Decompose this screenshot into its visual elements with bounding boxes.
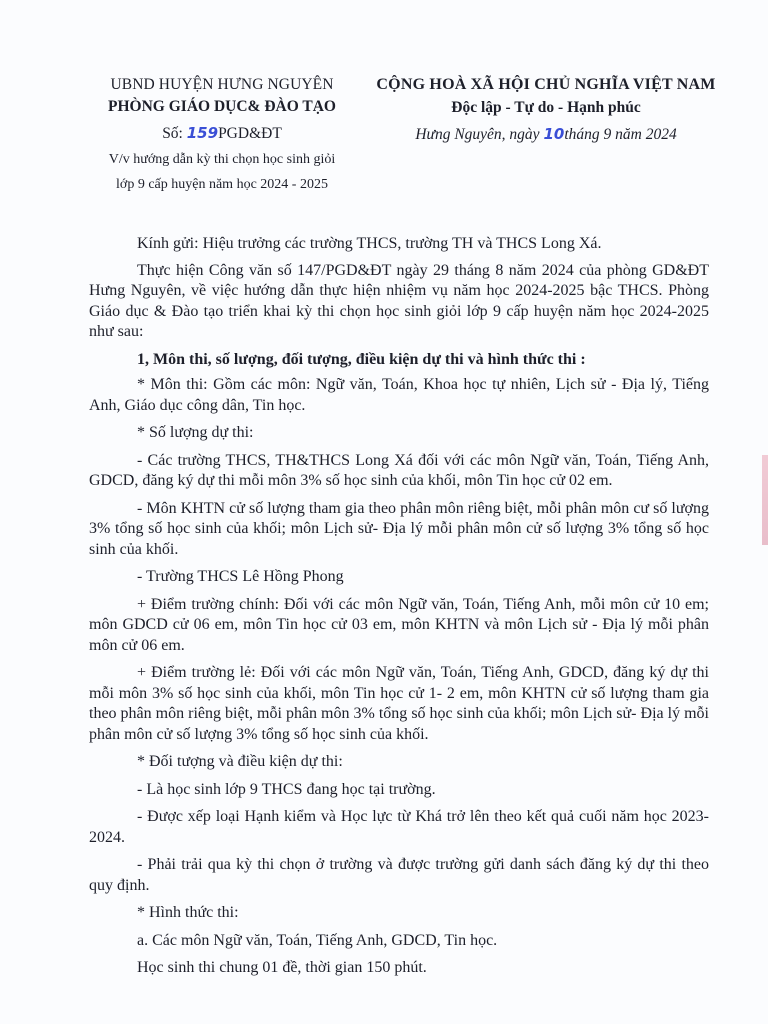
handwritten-date-day: 10: [543, 125, 565, 143]
document-body: [89, 234, 709, 986]
eligibility-item-1: - Là học sinh lớp 9 THCS đang học tại trường.: [137, 780, 436, 798]
school-lhp: - Trường THCS Lê Hồng Phong: [137, 568, 344, 585]
handwritten-ref-number: 159: [186, 124, 219, 142]
date-prefix: Hưng Nguyên, ngày: [415, 126, 544, 143]
quantity-heading: * Số lượng dự thi:: [137, 424, 254, 441]
subject-line-2: lớp 9 cấp huyện năm học 2024 - 2025: [116, 177, 328, 192]
national-motto: Độc lập - Tự do - Hạnh phúc: [451, 99, 641, 116]
reference-number: [92, 122, 352, 145]
greeting: Kính gửi: Hiệu trưởng các trường THCS, trường TH và THCS Long Xá.: [137, 235, 602, 252]
eligibility-heading: * Đối tượng và điều kiện dự thi:: [137, 753, 343, 770]
main-site-paragraph: + Điểm trường chính: Đối với các môn Ngữ văn, Toán, Tiếng Anh, mỗi môn cử 10 em; môn GDCD cử 06 em, môn Tin học cử 03 em, môn KHTN và môn Lịch sử - Địa lý mỗi phân môn cử 06 em.: [89, 595, 709, 654]
satellite-site-paragraph: + Điểm trường lẻ: Đối với các môn Ngữ văn, Toán, Tiếng Anh, GDCD, đăng ký dự thi mỗi môn 3% số học sinh của khối, môn Tin học cử 1- 2 em, môn KHTN cử số lượng tham gia theo phân môn riêng biệt, mỗi phân môn 3% tổng số học sinh của khối; môn Lịch sử- Địa lý mỗi phân môn cử số lượng 3% tổng số học sinh của khối.: [89, 664, 709, 743]
format-item-a-detail: Học sinh thi chung 01 đề, thời gian 150 phút.: [137, 959, 427, 976]
format-item-a: a. Các môn Ngữ văn, Toán, Tiếng Anh, GDCD, Tin học.: [137, 931, 498, 949]
subjects-paragraph: * Môn thi: Gồm các môn: Ngữ văn, Toán, Khoa học tự nhiên, Lịch sử - Địa lý, Tiếng Anh, Giáo dục công dân, Tin học.: [89, 376, 709, 414]
ref-prefix: Số:: [162, 125, 187, 142]
date-suffix: tháng 9 năm 2024: [564, 126, 677, 143]
quantity-paragraph-1: - Các trường THCS, TH&THCS Long Xá đối với các môn Ngữ văn, Toán, Tiếng Anh, GDCD, đăng ký dự thi mỗi môn 3% số học sinh của khối, môn Tin học cử 02 em.: [89, 451, 709, 489]
intro-paragraph: Thực hiện Công văn số 147/PGD&ĐT ngày 29 tháng 8 năm 2024 của phòng GD&ĐT Hưng Nguyên, về việc hướng dẫn thực hiện nhiệm vụ năm học 2024-2025 bậc THCS. Phòng Giáo dục & Đào tạo triển khai kỳ thi chọn học sinh giỏi lớp 9 cấp huyện năm học 2024-2025 như sau:: [89, 261, 709, 340]
department-name: PHÒNG GIÁO DỤC& ĐÀO TẠO: [108, 98, 336, 115]
subject-line-1: V/v hướng dẫn kỳ thi chọn học sinh giỏi: [108, 152, 336, 167]
eligibility-item-3: - Phải trải qua kỳ thi chọn ở trường và được trường gửi danh sách đăng ký dự thi theo quy định.: [89, 856, 709, 894]
section-1-heading: 1, Môn thi, số lượng, đối tượng, điều kiện dự thi và hình thức thi :: [137, 350, 586, 368]
issuer-block: [92, 74, 352, 197]
format-heading: * Hình thức thi:: [137, 904, 239, 921]
eligibility-item-2: - Được xếp loại Hạnh kiểm và Học lực từ Khá trở lên theo kết quả cuối năm học 2023-2024.: [89, 808, 709, 846]
page-edge-mark: [762, 455, 768, 545]
national-block: [360, 74, 732, 146]
date-line: [360, 123, 732, 146]
agency-name: UBND HUYỆN HƯNG NGUYÊN: [110, 76, 334, 93]
ref-suffix: PGD&ĐT: [218, 125, 282, 142]
quantity-paragraph-2: - Môn KHTN cử số lượng tham gia theo phân môn riêng biệt, mỗi phân môn cư số lượng 3% tổng số học sinh của khối; môn Lịch sử- Địa lý mỗi phân môn cử số lượng 3% tổng số học sinh của khối.: [89, 499, 709, 558]
national-title: CỘNG HOÀ XÃ HỘI CHỦ NGHĨA VIỆT NAM: [376, 76, 716, 93]
